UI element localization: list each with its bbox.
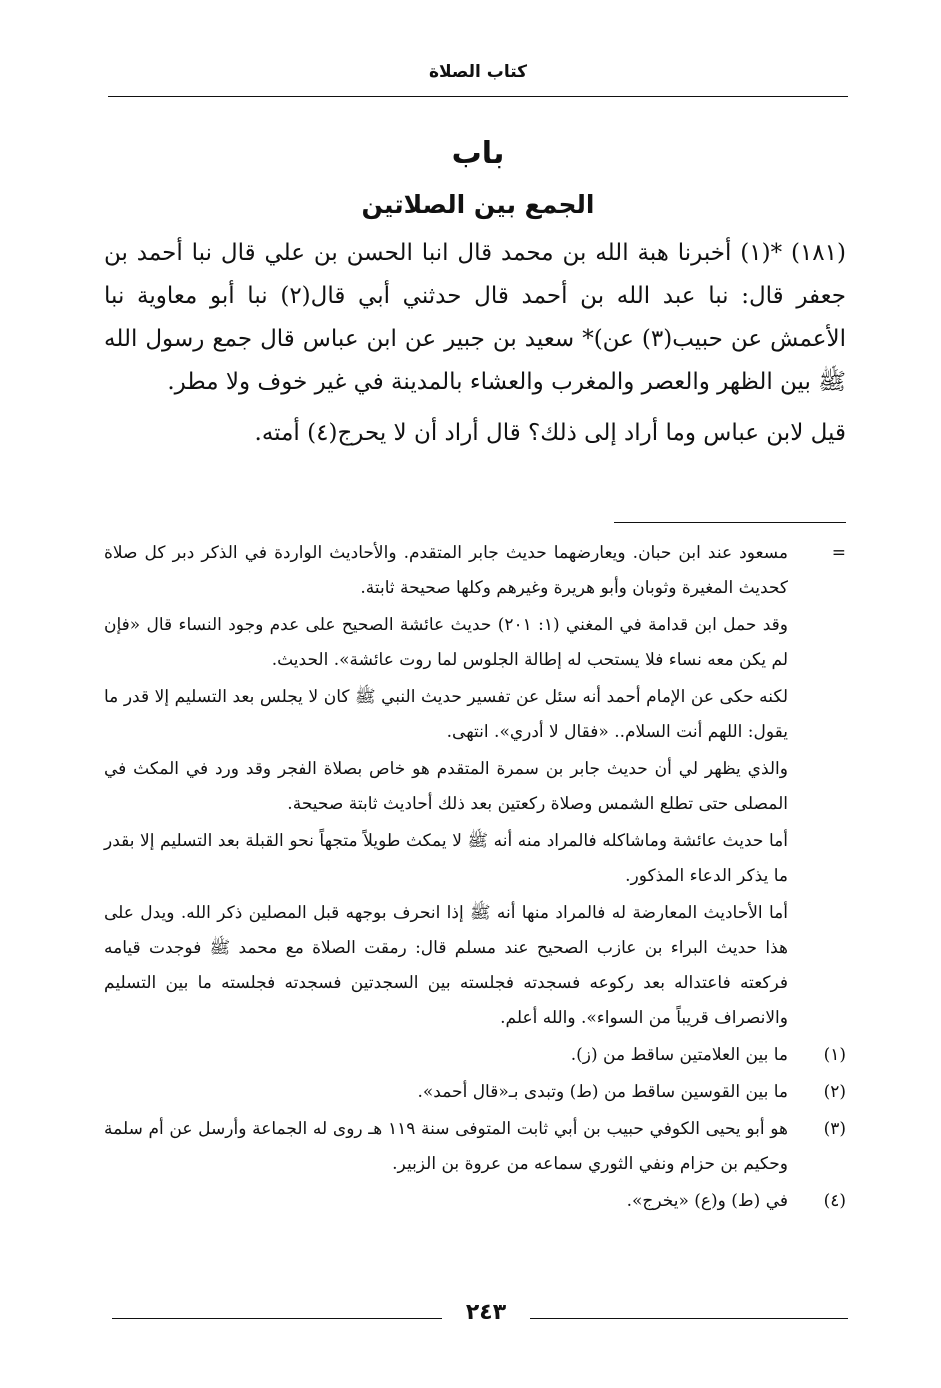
footnote-number: (١) [823, 1045, 846, 1065]
running-header: كتاب الصلاة [428, 62, 528, 82]
hadith-paragraph: قيل لابن عباس وما أراد إلى ذلك؟ قال أراد أن لا يحرج(٤) أمته. [254, 420, 846, 446]
header-rule [108, 96, 848, 97]
note-paragraph: والذي يظهر لي أن حديث جابر بن سمرة المتقدم هو خاص بصلاة الفجر وقد ورد في المكث في المصلى حتى تطلع الشمس وصلاة ركعتين بعد ذلك أحاديث ثابتة صحيحة. [104, 759, 788, 814]
note-paragraph: أما الأحاديث المعارضة له فالمراد منها أنه ﷺ إذا انحرف بوجهه قبل المصلين ذكر الله. ويدل على هذا حديث البراء بن عازب الصحيح عند مسلم قال: رمقت الصلاة مع محمد ﷺ فوجدت قيامه فركعته فاعتداله بعد ركوعه فسجدته فجلسته بين السجدتين فسجدته فجلسته ما بين التسليم والانصراف قريباً من السواء». والله أعلم. [104, 903, 788, 1028]
continuation-marker: = [831, 543, 846, 563]
note-paragraph: وقد حمل ابن قدامة في المغني (١: ٢٠١) حديث عائشة الصحيح على عدم وجود النساء قال «فإن لم يكن معه نساء فلا يستحب له إطالة الجلوس لما روت عائشة». الحديث. [104, 615, 788, 670]
footnote [104, 1075, 846, 1110]
footnote-text: ما بين العلامتين ساقط من (ز). [570, 1045, 788, 1065]
footnote-separator [614, 522, 846, 523]
note-paragraph: لكنه حكى عن الإمام أحمد أنه سئل عن تفسير حديث النبي ﷺ كان لا يجلس بعد التسليم إلا قدر ما يقول: اللهم أنت السلام.. «فقال لا أدري». انتهى. [104, 687, 788, 742]
footnote [104, 1038, 846, 1073]
page-number: ٢٤٣ [465, 1300, 507, 1325]
hadith-paragraph: (١٨١) *(١) أخبرنا هبة الله بن محمد قال انبا الحسن بن علي قال نبا أحمد بن جعفر قال: نبا عبد الله بن أحمد قال حدثني أبي قال(٢) نبا أبو معاوية نبا الأعمش عن حبيب(٣) عن)* سعيد بن جبير عن ابن عباس قال جمع رسول الله ﷺ بين الظهر والعصر والمغرب والعشاء بالمدينة في غير خوف ولا مطر. [104, 240, 846, 395]
chapter-subtitle: الجمع بين الصلاتين [361, 190, 595, 219]
continued-note [104, 536, 846, 1036]
footnote-number: (٤) [823, 1191, 846, 1211]
note-paragraph: مسعود عند ابن حبان. ويعارضهما حديث جابر المتقدم. والأحاديث الواردة في الذكر دبر كل صلاة كحديث المغيرة وثوبان وأبو هريرة وغيرهم وكلها صحيحة ثابتة. [104, 543, 788, 598]
footnote [104, 1112, 846, 1182]
footnote [104, 1184, 846, 1219]
footer-rule-right [530, 1318, 848, 1319]
note-paragraph: أما حديث عائشة وماشاكله فالمراد منه أنه ﷺ لا يمكث طويلاً متجهاً نحو القبلة بعد التسليم إلا بقدر ما يذكر الدعاء المذكور. [104, 831, 788, 886]
main-text [104, 232, 846, 455]
footnote-text: في (ط) و(ع) «يخرج». [626, 1191, 788, 1211]
footnote-text: هو أبو يحيى الكوفي حبيب بن أبي ثابت المتوفى سنة ١١٩ هـ روى له الجماعة وأرسل عن أم سلمة وحكيم بن حزام ونفي الثوري سماعه من عروة بن الزبير. [104, 1119, 788, 1174]
footnotes-area [104, 536, 846, 1219]
footnote-number: (٣) [823, 1119, 846, 1139]
chapter-title: باب [451, 136, 505, 171]
footnote-text: ما بين القوسين ساقط من (ط) وتبدى بـ«قال أحمد». [417, 1082, 788, 1102]
footer-rule-left [112, 1318, 442, 1319]
footnote-number: (٢) [823, 1082, 846, 1102]
